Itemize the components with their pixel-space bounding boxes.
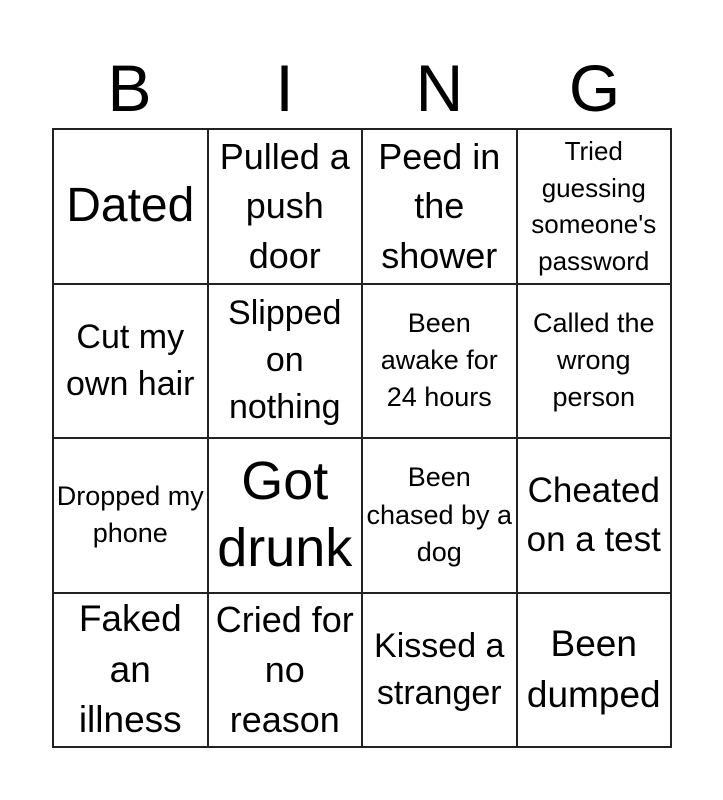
bingo-cell[interactable] xyxy=(53,593,208,748)
bingo-cell[interactable] xyxy=(53,284,208,439)
cell-text: Pulled a push door xyxy=(219,135,350,277)
bingo-cell[interactable] xyxy=(517,593,672,748)
header-letter-n: N xyxy=(415,51,464,125)
cell-text: Tried guessing someone's password xyxy=(531,136,657,276)
header-letter-i: I xyxy=(275,51,294,125)
bingo-cell[interactable] xyxy=(517,284,672,439)
cell-text: Dated xyxy=(66,179,195,233)
cell-text: Peed in the shower xyxy=(378,135,501,277)
bingo-cell[interactable] xyxy=(362,129,517,284)
cell-text: Dropped my phone xyxy=(56,481,204,549)
cell-text: Been dumped xyxy=(526,623,661,715)
cell-text: Called the wrong person xyxy=(532,307,655,413)
bingo-cell[interactable] xyxy=(362,284,517,439)
bingo-cell[interactable] xyxy=(208,438,363,593)
bingo-cell[interactable] xyxy=(208,284,363,439)
cell-text: Been awake for 24 hours xyxy=(380,307,498,413)
bingo-cell[interactable] xyxy=(362,593,517,748)
cell-text: Slipped on nothing xyxy=(228,294,342,427)
bingo-cell[interactable] xyxy=(53,129,208,284)
bingo-cell[interactable] xyxy=(362,438,517,593)
cell-text: Been chased by a dog xyxy=(366,462,513,567)
header-letter-g: G xyxy=(568,51,621,125)
cell-text: Kissed a stranger xyxy=(374,626,505,712)
bingo-board xyxy=(52,128,672,748)
header-letter-b: B xyxy=(107,51,152,125)
bingo-cell[interactable] xyxy=(517,438,672,593)
cell-text: Faked an illness xyxy=(78,598,182,740)
cell-text: Got drunk xyxy=(217,451,353,579)
bingo-cell[interactable] xyxy=(208,129,363,284)
bingo-cell[interactable] xyxy=(53,438,208,593)
cell-text: Cut my own hair xyxy=(65,317,195,403)
cell-text: Cried for no reason xyxy=(215,599,354,740)
cell-text: Cheated on a test xyxy=(526,471,661,560)
bingo-cell[interactable] xyxy=(208,593,363,748)
bingo-cell[interactable] xyxy=(517,129,672,284)
bingo-header xyxy=(52,52,672,124)
